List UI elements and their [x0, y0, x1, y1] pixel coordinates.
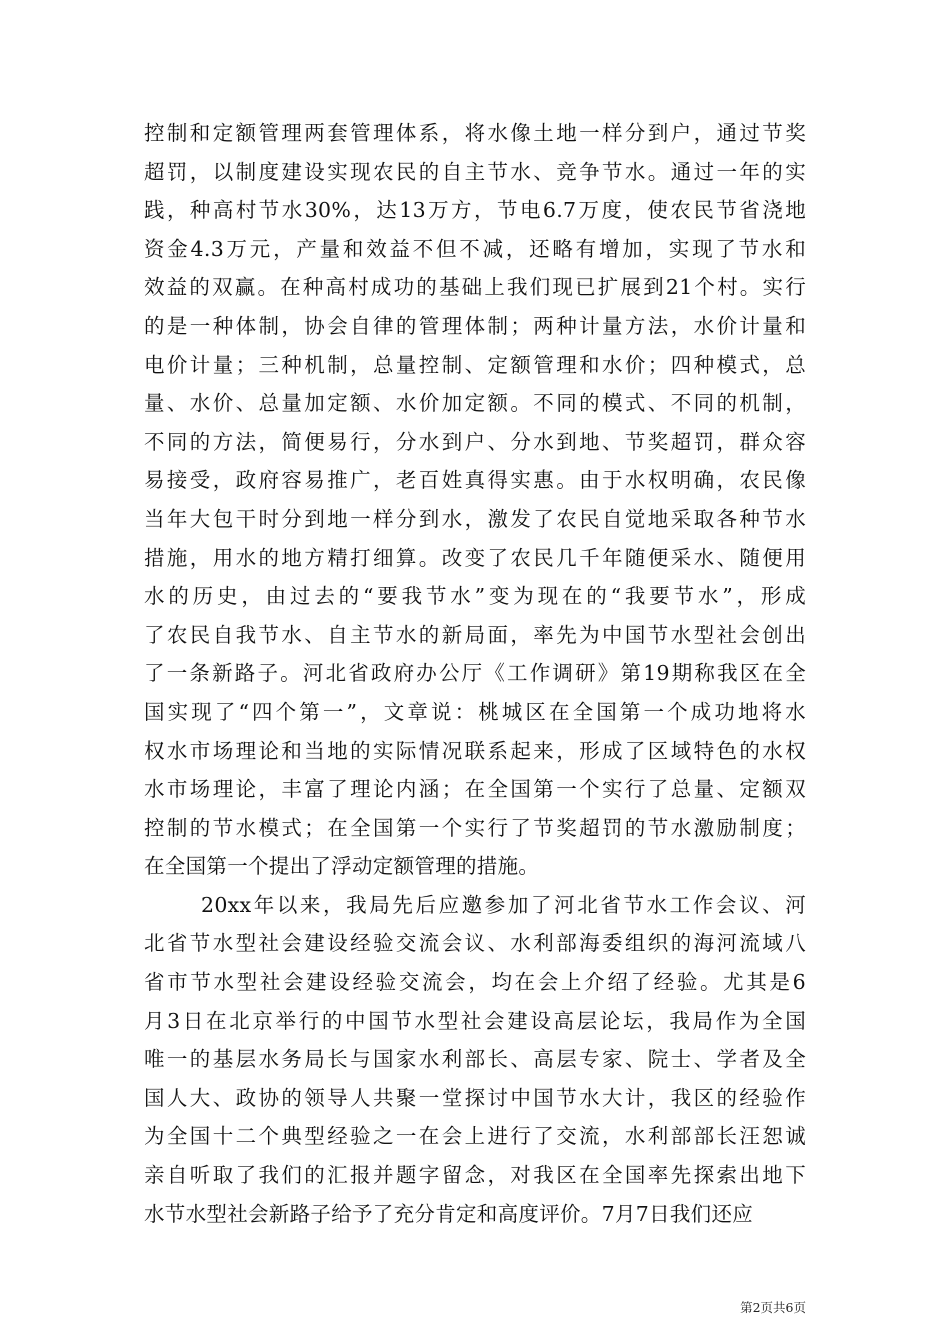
text-line: 超罚，以制度建设实现农民的自主节水、竞争节水。通过一年的实 — [144, 159, 806, 184]
text-line: 措施，用水的地方精打细算。改变了农民几千年随便采水、随便用 — [144, 545, 806, 570]
text-line: 省市节水型社会建设经验交流会，均在会上介绍了经验。尤其是6 — [144, 970, 806, 995]
text-line: 水市场理论，丰富了理论内涵；在全国第一个实行了总量、定额双 — [144, 777, 806, 802]
text-line: 效益的双赢。在种高村成功的基础上我们现已扩展到21个村。实行 — [144, 275, 806, 300]
text-line: 在全国第一个提出了浮动定额管理的措施。 — [144, 854, 540, 879]
text-line: 资金4.3万元，产量和效益不但不减，还略有增加，实现了节水和 — [144, 236, 806, 261]
text-line: 的是一种体制，协会自律的管理体制；两种计量方法，水价计量和 — [144, 313, 806, 338]
text-line: 北省节水型社会建设经验交流会议、水利部海委组织的海河流域八 — [144, 931, 806, 956]
text-line: 易接受，政府容易推广，老百姓真得实惠。由于水权明确，农民像 — [144, 468, 806, 493]
text-line: 了一条新路子。河北省政府办公厅《工作调研》第19期称我区在全 — [144, 661, 806, 686]
body-text — [144, 114, 806, 1233]
text-line: 唯一的基层水务局长与国家水利部长、高层专家、院士、学者及全 — [144, 1047, 806, 1072]
paragraph — [144, 114, 806, 886]
text-line: 当年大包干时分到地一样分到水，激发了农民自觉地采取各种节水 — [144, 506, 806, 531]
text-line: 了农民自我节水、自主节水的新局面，率先为中国节水型社会创出 — [144, 622, 806, 647]
text-line: 践，种高村节水30%，达13万方，节电6.7万度，使农民节省浇地 — [144, 198, 806, 223]
text-line: 控制的节水模式；在全国第一个实行了节奖超罚的节水激励制度； — [144, 815, 806, 840]
text-line: 月3日在北京举行的中国节水型社会建设高层论坛，我局作为全国 — [144, 1008, 806, 1033]
text-line: 不同的方法，简便易行，分水到户、分水到地、节奖超罚，群众容 — [144, 429, 806, 454]
text-line: 权水市场理论和当地的实际情况联系起来，形成了区域特色的水权 — [144, 738, 806, 763]
text-line: 电价计量；三种机制，总量控制、定额管理和水价；四种模式，总 — [144, 352, 806, 377]
text-line: 水的历史，由过去的“要我节水”变为现在的“我要节水”，形成 — [144, 584, 806, 609]
text-line: 量、水价、总量加定额、水价加定额。不同的模式、不同的机制， — [144, 391, 806, 416]
text-line: 水节水型社会新路子给予了充分肯定和高度评价。7月7日我们还应 — [144, 1201, 754, 1226]
page-number-footer: 第2页共6页 — [740, 1300, 806, 1315]
text-line: 亲自听取了我们的汇报并题字留念，对我区在全国率先探索出地下 — [144, 1163, 806, 1188]
text-line: 为全国十二个典型经验之一在会上进行了交流，水利部部长汪恕诚 — [144, 1124, 806, 1149]
paragraph — [144, 886, 806, 1233]
text-line: 国实现了“四个第一”，文章说：桃城区在全国第一个成功地将水 — [144, 699, 806, 724]
text-line: 20xx年以来，我局先后应邀参加了河北省节水工作会议、河 — [201, 892, 806, 917]
text-line: 控制和定额管理两套管理体系，将水像土地一样分到户，通过节奖 — [144, 121, 806, 145]
text-line: 国人大、政协的领导人共聚一堂探讨中国节水大计，我区的经验作 — [144, 1085, 806, 1110]
